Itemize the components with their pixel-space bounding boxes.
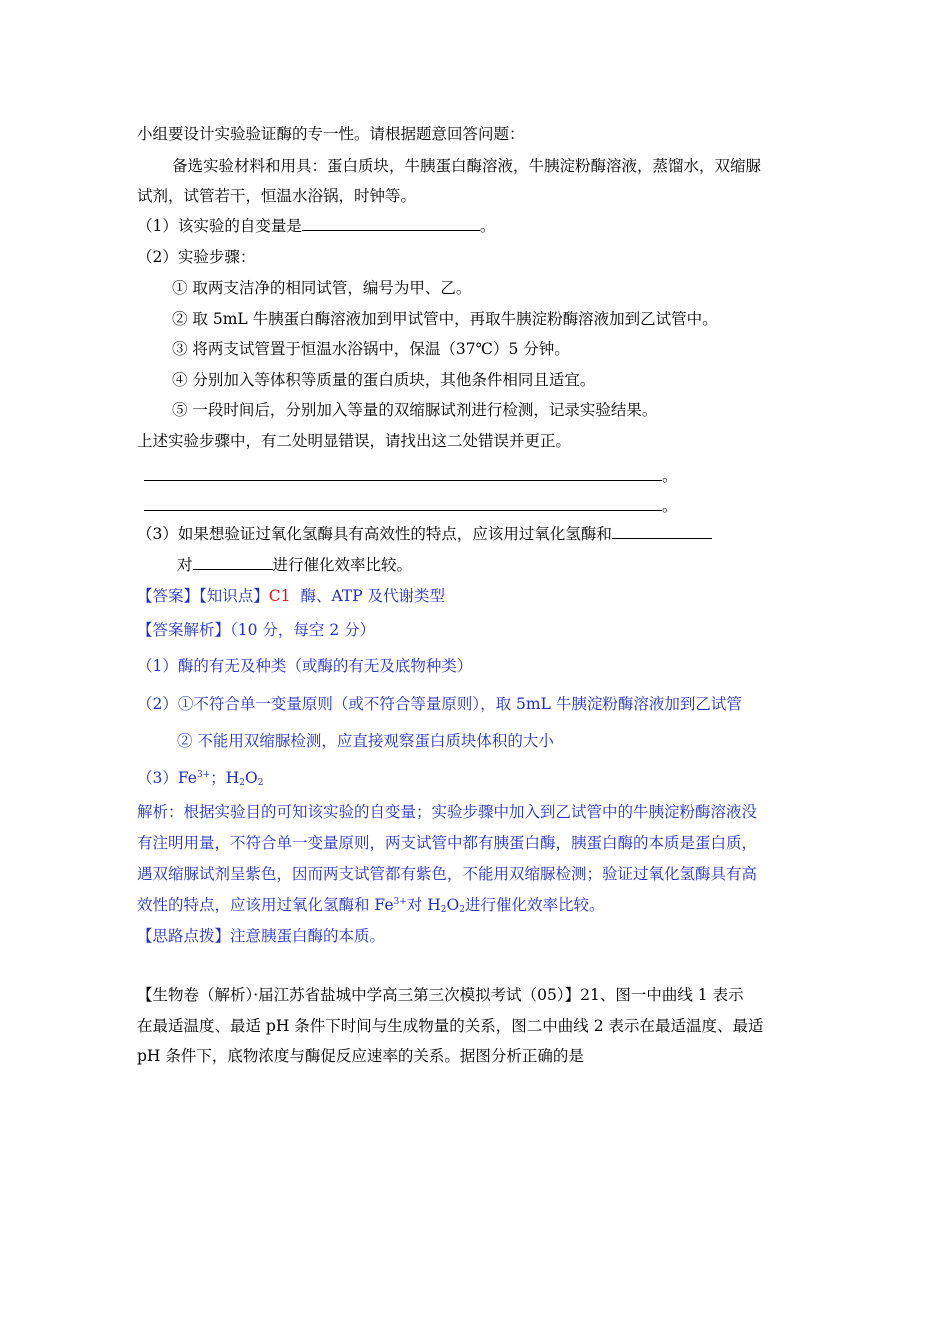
explanation-line [137,895,604,915]
next-question-line: pH 条件下，底物浓度与酶促反应速率的关系。据图分析正确的是 [137,1047,584,1065]
superscript: 3+ [196,770,211,780]
answer-3-text: ；H [210,769,240,787]
subscript: 2 [257,778,264,788]
question-1 [137,216,495,236]
explanation-text: 对 H [406,896,441,914]
answer-blank [302,216,480,231]
step-item: ② 取 5mL 牛胰蛋白酶溶液加到甲试管中，再取牛胰淀粉酶溶液加到乙试管中。 [172,310,718,328]
tip-label: 【思路点拨】 [137,927,231,945]
question-3-text: 进行催化效率比较。 [272,556,413,574]
period: 。 [662,467,678,485]
next-question-line: 在最适温度、最适 pH 条件下时间与生成物量的关系，图二中曲线 2 表示在最适温度、最适 [137,1017,764,1035]
answer-blank [612,524,712,539]
correction-line-2 [144,496,678,516]
materials-line-1: 备选实验材料和用具：蛋白质块，牛胰蛋白酶溶液，牛胰淀粉酶溶液，蒸馏水，双缩脲 [172,157,762,175]
answer-label: 【答案】 [137,587,200,605]
period: 。 [479,217,496,235]
answer-3 [137,768,263,788]
step-item: ⑤ 一段时间后，分别加入等量的双缩脲试剂进行检测，记录实验结果。 [172,401,658,419]
step-item: ① 取两支洁净的相同试管，编号为甲、乙。 [172,279,472,297]
explanation-text: 进行催化效率比较。 [464,896,605,914]
step-item: ④ 分别加入等体积等质量的蛋白质块，其他条件相同且适宜。 [172,371,596,389]
question-2: （2）实验步骤： [137,248,256,266]
subscript: 2 [459,905,465,915]
intro-text: 小组要设计实验验证酶的专一性。请根据题意回答问题： [137,125,525,143]
subscript: 2 [440,905,447,915]
answer-2: （2）①不符合单一变量原则（或不符合等量原则），取 5mL 牛胰淀粉酶溶液加到乙试管 [137,695,742,713]
explanation-line: 遇双缩脲试剂呈紫色，因而两支试管都有紫色，不能用双缩脲检测；验证过氧化氢酶具有高 [137,865,758,883]
explanation-line: 解析：根据实验目的可知该实验的自变量；实验步骤中加入到乙试管中的牛胰淀粉酶溶液没 [137,803,758,821]
answer-blank [193,555,273,570]
answer-3-text: （3）Fe [137,769,197,787]
superscript: 3+ [393,897,407,907]
materials-line-2: 试剂，试管若干，恒温水浴锅，时钟等。 [137,187,417,205]
correction-line-1 [144,466,678,486]
explanation-text: 效性的特点，应该用过氧化氢酶和 Fe [137,896,394,914]
subscript: 2 [239,778,245,788]
explanation-text: O [446,896,460,914]
explanation-line: 有注明用量，不符合单一变量原则，两支试管中都有胰蛋白酶，胰蛋白酶的本质是蛋白质， [137,834,758,852]
tip-text: 注意胰蛋白酶的本质。 [230,927,386,945]
period: 。 [662,497,678,515]
step-item: ③ 将两支试管置于恒温水浴锅中，保温（37℃）5 分钟。 [172,340,570,358]
answer-3-text: O [245,769,258,787]
question-3-text: （3）如果想验证过氧化氢酶具有高效性的特点，应该用过氧化氢酶和 [137,525,612,543]
question-3-text: 对 [177,556,193,574]
question-3 [137,524,712,544]
analysis-label: 【答案解析】 [137,621,231,639]
error-prompt: 上述实验步骤中，有二处明显错误，请找出这二处错误并更正。 [137,432,572,450]
analysis-header [137,620,375,640]
knowledge-point-text: 酶、ATP 及代谢类型 [300,587,446,605]
knowledge-point-label: 【知识点】 [199,587,269,605]
question-3-continued [177,555,412,575]
answer-blank [144,466,662,481]
tip-line [137,926,385,946]
answer-2-continued: ② 不能用双缩脲检测，应直接观察蛋白质块体积的大小 [177,732,554,750]
answer-header [137,586,445,606]
answer-1: （1）酶的有无及种类（或酶的有无及底物种类） [137,657,473,675]
knowledge-point-code: C1 [268,587,291,605]
next-question-line: 【生物卷（解析）·届江苏省盐城中学高三第三次模拟考试（05）】21、图一中曲线 1 表示 [137,986,744,1004]
question-1-text: （1）该实验的自变量是 [137,217,302,235]
answer-blank [144,496,662,511]
score-note: （10 分，每空 2 分） [230,621,376,639]
